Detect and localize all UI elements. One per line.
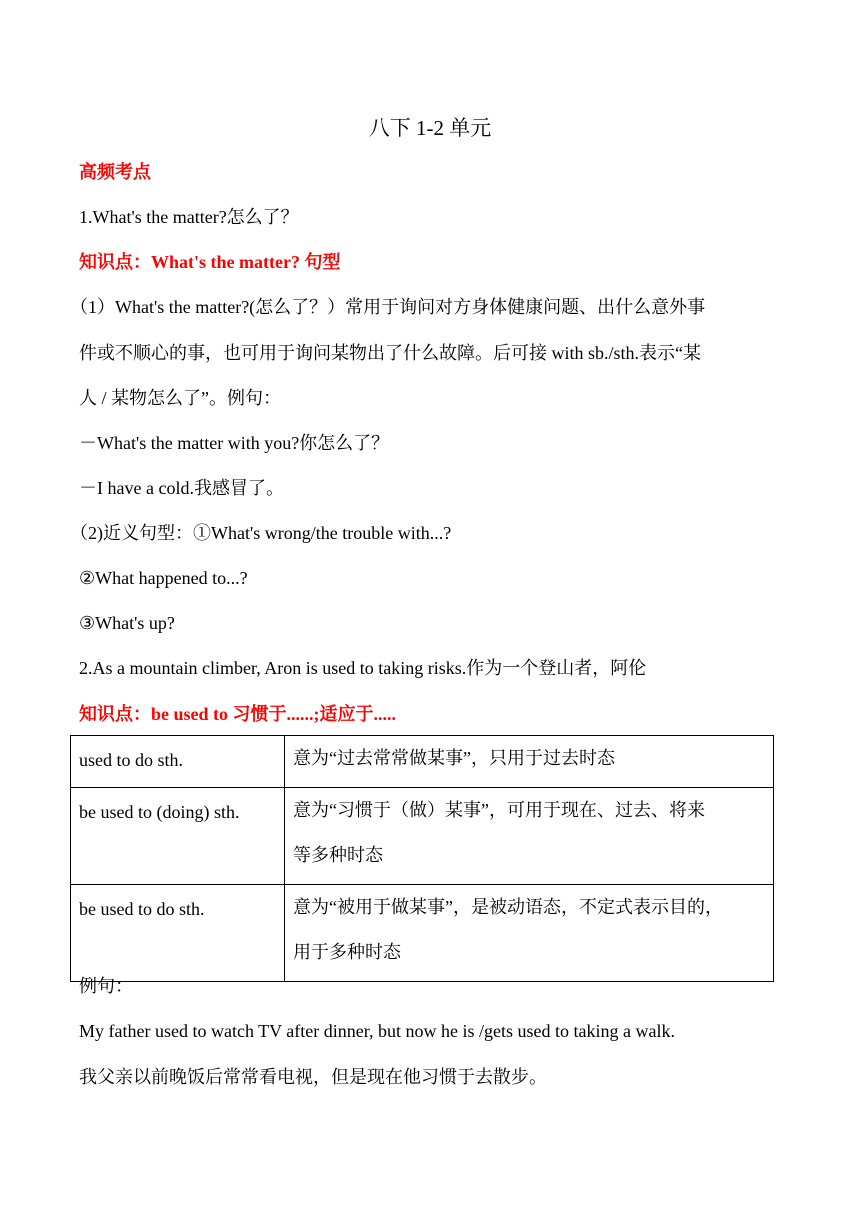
item1-explanation-line1: （1）What's the matter?(怎么了？）常用于询问对方身体健康问题、出什么意外事 xyxy=(70,297,706,317)
table-meaning-cell xyxy=(285,885,774,982)
example-chinese: 我父亲以前晚饭后常常看电视，但是现在他习惯于去散步。 xyxy=(79,1067,547,1087)
item1-sentence: 1.What's the matter?怎么了？ xyxy=(79,207,299,227)
item2-sentence: 2.As a mountain climber, Aron is used to taking risks.作为一个登山者，阿伦 xyxy=(79,658,647,678)
table-phrase-cell: be used to (doing) sth. xyxy=(71,788,285,885)
table-meaning-line: 用于多种时态 xyxy=(293,942,401,962)
item1-synonym-2: ②What happened to...? xyxy=(79,568,248,588)
item1-explanation-line3: 人 / 某物怎么了”。例句： xyxy=(79,388,281,408)
table-meaning-line: 意为“习惯于（做）某事”，可用于现在、过去、将来 xyxy=(293,800,705,820)
table-meaning-line: 意为“被用于做某事”，是被动语态，不定式表示目的， xyxy=(293,897,723,917)
item2-knowledge-point: 知识点：be used to 习惯于......;适应于..... xyxy=(79,704,397,724)
item1-dialog-question: －What's the matter with you?你怎么了？ xyxy=(79,433,390,453)
item1-dialog-answer: －I have a cold.我感冒了。 xyxy=(79,478,284,498)
table-row xyxy=(71,736,774,788)
example-label: 例句： xyxy=(79,976,133,996)
table-meaning-line: 意为“过去常常做某事”，只用于过去时态 xyxy=(293,748,615,768)
item1-synonym-1: （2)近义句型：①What's wrong/the trouble with...? xyxy=(70,523,452,543)
item1-explanation-line2: 件或不顺心的事，也可用于询问某物出了什么故障。后可接 with sb./sth.表示“某 xyxy=(79,343,701,363)
item1-knowledge-point: 知识点：What's the matter? 句型 xyxy=(79,252,341,272)
table-meaning-line: 等多种时态 xyxy=(293,845,383,865)
section-heading: 高频考点 xyxy=(79,162,151,182)
table-phrase-cell: used to do sth. xyxy=(71,736,285,788)
example-english: My father used to watch TV after dinner, but now he is /gets used to taking a walk. xyxy=(79,1021,675,1041)
table-row xyxy=(71,788,774,885)
usage-comparison-table xyxy=(70,735,774,982)
table-row xyxy=(71,885,774,982)
page-title: 八下 1-2 单元 xyxy=(368,116,492,140)
item1-synonym-3: ③What's up? xyxy=(79,613,175,633)
table-meaning-cell xyxy=(285,736,774,788)
table-phrase-cell: be used to do sth. xyxy=(71,885,285,982)
table-meaning-cell xyxy=(285,788,774,885)
